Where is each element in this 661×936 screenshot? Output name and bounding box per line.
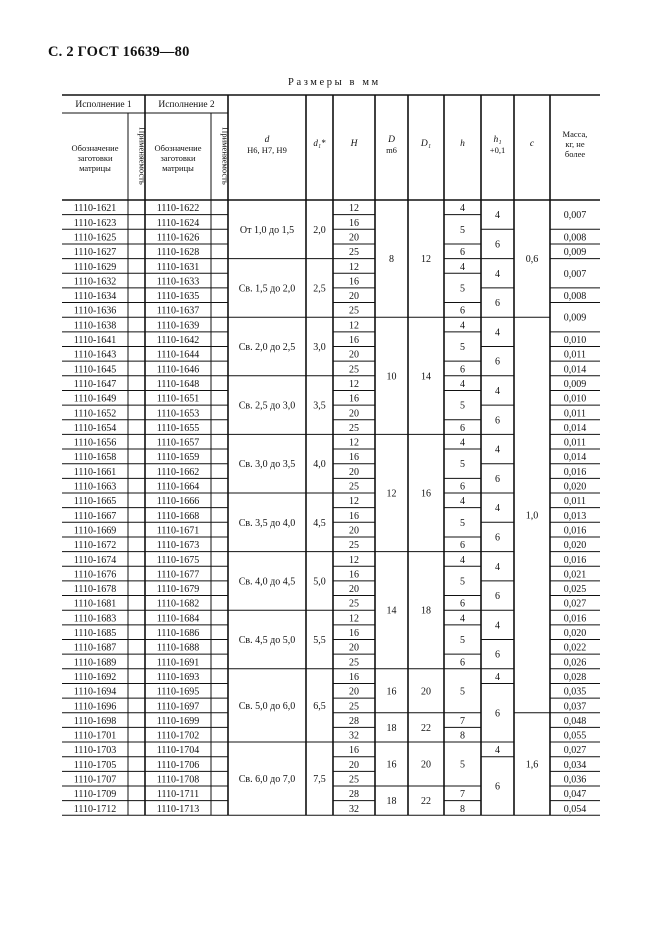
H-value: 12 (349, 203, 359, 215)
header-oboznachenie: Обозначение (154, 143, 202, 153)
h1-value: 4 (495, 745, 500, 757)
H-value: 16 (349, 745, 359, 757)
d-range-value: Св. 4,5 до 5,0 (238, 635, 296, 646)
h1-value: 4 (495, 210, 500, 222)
h-value: 5 (460, 576, 465, 588)
designation-ispolnenie-1: 1110-1712 (73, 803, 117, 815)
mass-value: 0,028 (563, 671, 587, 683)
designation-ispolnenie-2: 1110-1644 (156, 349, 200, 361)
h-value: 4 (460, 437, 465, 449)
designation-ispolnenie-2: 1110-1664 (156, 481, 200, 493)
H-value: 16 (349, 393, 359, 405)
header-primenyaemost: Применяемость (220, 127, 231, 185)
mass-value: 0,047 (563, 789, 587, 801)
header-d: d (264, 135, 270, 145)
designation-ispolnenie-2: 1110-1628 (156, 247, 200, 259)
designation-ispolnenie-2: 1110-1675 (156, 554, 200, 566)
h-value: 5 (460, 686, 465, 698)
header-h: h (460, 139, 465, 149)
h-value: 7 (460, 789, 465, 801)
d1-value: 2,5 (313, 283, 326, 295)
designation-ispolnenie-1: 1110-1698 (73, 715, 117, 727)
H-value: 16 (349, 671, 359, 683)
designation-ispolnenie-2: 1110-1697 (156, 701, 200, 713)
d-range-value: Св. 1,5 до 2,0 (238, 283, 296, 295)
designation-ispolnenie-1: 1110-1692 (73, 671, 117, 683)
h-value: 8 (460, 803, 465, 815)
designation-ispolnenie-1: 1110-1683 (73, 613, 117, 625)
H-value: 20 (349, 466, 359, 478)
h-value: 5 (460, 400, 465, 412)
designation-ispolnenie-2: 1110-1673 (156, 540, 200, 552)
designation-ispolnenie-2: 1110-1659 (156, 452, 200, 464)
H-value: 20 (349, 686, 359, 698)
designation-ispolnenie-2: 1110-1646 (156, 364, 200, 376)
designation-ispolnenie-2: 1110-1622 (156, 203, 200, 215)
D-value: 8 (389, 254, 394, 266)
H-value: 12 (349, 437, 359, 449)
header-mass: Масса, (562, 129, 588, 139)
mass-value: 0,054 (563, 803, 587, 815)
h1-value: 6 (495, 532, 500, 544)
designation-ispolnenie-2: 1110-1653 (156, 408, 200, 420)
header-D-tolerance: m6 (386, 145, 397, 155)
designation-ispolnenie-1: 1110-1685 (73, 628, 117, 639)
designation-ispolnenie-1: 1110-1661 (73, 466, 117, 478)
h1-value: 6 (495, 781, 500, 793)
designation-ispolnenie-2: 1110-1708 (156, 774, 200, 786)
header-oboznachenie: матрицы (162, 163, 194, 173)
H-value: 32 (349, 730, 359, 742)
D-value: 16 (386, 686, 397, 698)
D1-value: 16 (421, 488, 431, 500)
h-value: 4 (460, 613, 465, 625)
d1-value: 6,5 (313, 700, 326, 712)
d1-value: 7,5 (313, 774, 326, 786)
designation-ispolnenie-1: 1110-1705 (73, 759, 117, 771)
designation-ispolnenie-1: 1110-1703 (73, 745, 117, 757)
designation-ispolnenie-2: 1110-1702 (156, 730, 200, 742)
h-value: 6 (460, 657, 465, 669)
mass-value: 0,009 (563, 247, 587, 259)
mass-value: 0,048 (563, 715, 587, 727)
H-value: 20 (349, 642, 359, 654)
designation-ispolnenie-2: 1110-1662 (156, 466, 200, 478)
header-oboznachenie: заготовки (160, 153, 196, 163)
header-H: H (350, 139, 358, 149)
header-mass: более (564, 149, 586, 159)
H-value: 28 (349, 789, 359, 801)
designation-ispolnenie-1: 1110-1623 (73, 217, 117, 229)
d-range-value: Св. 6,0 до 7,0 (238, 774, 296, 786)
H-value: 12 (349, 378, 359, 390)
designation-ispolnenie-1: 1110-1665 (73, 496, 117, 508)
mass-value: 0,020 (563, 628, 587, 639)
h-value: 4 (460, 378, 465, 390)
D-value: 16 (386, 759, 397, 771)
H-value: 12 (349, 554, 359, 566)
h-value: 5 (460, 759, 465, 771)
h1-value: 4 (495, 671, 500, 683)
D1-value: 20 (421, 686, 431, 698)
mass-value: 0,013 (563, 510, 587, 522)
designation-ispolnenie-1: 1110-1667 (73, 510, 117, 522)
H-value: 25 (349, 364, 359, 376)
designation-ispolnenie-1: 1110-1652 (73, 408, 117, 420)
designation-ispolnenie-1: 1110-1641 (73, 335, 117, 346)
h-value: 6 (460, 305, 465, 317)
designation-ispolnenie-2: 1110-1633 (156, 276, 200, 288)
header-primenyaemost: Применяемость (137, 127, 148, 185)
h-value: 6 (460, 481, 465, 493)
H-value: 12 (349, 496, 359, 508)
designation-ispolnenie-1: 1110-1629 (73, 261, 117, 273)
designation-ispolnenie-2: 1110-1706 (156, 759, 200, 771)
designation-ispolnenie-2: 1110-1648 (156, 378, 200, 390)
h1-value: 4 (495, 385, 500, 397)
H-value: 25 (349, 701, 359, 713)
designation-ispolnenie-2: 1110-1635 (156, 291, 200, 303)
designation-ispolnenie-1: 1110-1707 (73, 774, 117, 786)
D-value: 10 (386, 371, 397, 383)
designation-ispolnenie-2: 1110-1666 (156, 496, 200, 508)
c-value: 1,0 (525, 510, 539, 522)
h1-value: 6 (495, 239, 500, 251)
mass-value: 0,035 (563, 686, 587, 698)
designation-ispolnenie-2: 1110-1671 (156, 525, 200, 537)
mass-value: 0,036 (563, 774, 587, 786)
h1-value: 6 (495, 649, 500, 661)
designation-ispolnenie-1: 1110-1636 (73, 305, 117, 317)
D-value: 12 (386, 488, 397, 500)
H-value: 16 (349, 276, 359, 288)
designation-ispolnenie-1: 1110-1663 (73, 481, 117, 493)
mass-value: 0,027 (563, 745, 587, 757)
h1-value: 6 (495, 298, 500, 310)
c-value: 1,6 (525, 759, 539, 771)
designation-ispolnenie-1: 1110-1696 (73, 701, 117, 713)
header-oboznachenie: заготовки (77, 153, 113, 163)
designation-ispolnenie-1: 1110-1701 (73, 730, 117, 742)
d1-value: 3,0 (313, 342, 326, 353)
designation-ispolnenie-1: 1110-1656 (73, 437, 117, 449)
designation-ispolnenie-2: 1110-1626 (156, 232, 200, 244)
D1-value: 22 (421, 722, 431, 734)
h1-value: 4 (495, 327, 500, 339)
header-mass: кг, не (565, 139, 585, 149)
d1-value: 2,0 (313, 224, 326, 236)
designation-ispolnenie-1: 1110-1621 (73, 203, 117, 215)
mass-value: 0,037 (563, 701, 587, 713)
d-range-value: От 1,0 до 1,5 (239, 224, 295, 236)
d-range-value: Св. 4,0 до 4,5 (238, 576, 296, 588)
h1-value: 6 (495, 708, 500, 720)
d1-value: 5,5 (313, 635, 326, 646)
units-caption-text: Размеры в мм (288, 77, 381, 88)
designation-ispolnenie-2: 1110-1684 (156, 613, 200, 625)
d1-value: 4,5 (313, 517, 326, 529)
H-value: 25 (349, 540, 359, 552)
mass-value: 0,011 (563, 349, 587, 361)
mass-value: 0,009 (563, 312, 587, 324)
mass-value: 0,008 (563, 232, 587, 244)
d-range-value: Св. 2,0 до 2,5 (238, 342, 296, 353)
designation-ispolnenie-1: 1110-1649 (73, 393, 117, 405)
header-ispolnenie-2: Исполнение 2 (158, 100, 215, 110)
h1-value: 4 (495, 620, 500, 632)
mass-value: 0,014 (563, 452, 587, 464)
mass-value: 0,009 (563, 378, 587, 390)
H-value: 12 (349, 320, 359, 332)
mass-value: 0,014 (563, 364, 587, 376)
d1-value: 3,5 (313, 400, 326, 412)
H-value: 12 (349, 261, 359, 273)
D-value: 14 (386, 605, 397, 617)
h1-value: 4 (495, 444, 500, 456)
designation-ispolnenie-2: 1110-1651 (156, 393, 200, 405)
h-value: 5 (460, 459, 465, 471)
mass-value: 0,011 (563, 408, 587, 420)
D-value: 18 (386, 796, 397, 808)
H-value: 25 (349, 422, 359, 434)
H-value: 16 (349, 569, 359, 581)
h-value: 5 (460, 635, 465, 646)
H-value: 20 (349, 408, 359, 420)
designation-ispolnenie-1: 1110-1672 (73, 540, 117, 552)
D-value: 18 (386, 722, 397, 734)
d-range-value: Св. 2,5 до 3,0 (238, 400, 296, 412)
page-title: С. 2 ГОСТ 16639—80 (48, 44, 190, 60)
H-value: 16 (349, 335, 359, 346)
designation-ispolnenie-1: 1110-1681 (73, 598, 117, 610)
h-value: 6 (460, 247, 465, 259)
mass-value: 0,016 (563, 613, 587, 625)
H-value: 25 (349, 598, 359, 610)
mass-value: 0,022 (563, 642, 587, 654)
designation-ispolnenie-2: 1110-1639 (156, 320, 200, 332)
H-value: 12 (349, 613, 359, 625)
mass-value: 0,010 (563, 335, 587, 346)
h-value: 6 (460, 598, 465, 610)
mass-value: 0,021 (563, 569, 587, 581)
designation-ispolnenie-1: 1110-1676 (73, 569, 117, 581)
h1-value: 4 (495, 503, 500, 515)
designation-ispolnenie-1: 1110-1678 (73, 584, 117, 596)
H-value: 32 (349, 803, 359, 815)
mass-value: 0,025 (563, 584, 587, 596)
mass-value: 0,011 (563, 437, 587, 449)
header-h1: h₁ (493, 135, 502, 145)
designation-ispolnenie-2: 1110-1657 (156, 437, 200, 449)
mass-value: 0,016 (563, 525, 587, 537)
H-value: 20 (349, 525, 359, 537)
header-oboznachenie: Обозначение (71, 143, 119, 153)
designation-ispolnenie-1: 1110-1627 (73, 247, 117, 259)
header-d-tolerance: Н6, Н7, Н9 (247, 145, 287, 155)
designation-ispolnenie-1: 1110-1687 (73, 642, 117, 654)
designation-ispolnenie-2: 1110-1699 (156, 715, 200, 727)
designation-ispolnenie-2: 1110-1631 (156, 261, 200, 273)
D1-value: 18 (421, 605, 431, 617)
header-h1-tolerance: +0,1 (489, 145, 506, 155)
H-value: 25 (349, 657, 359, 669)
designation-ispolnenie-2: 1110-1711 (156, 789, 200, 801)
h-value: 5 (460, 342, 465, 353)
H-value: 16 (349, 510, 359, 522)
h-value: 4 (460, 261, 465, 273)
mass-value: 0,016 (563, 466, 587, 478)
mass-value: 0,008 (563, 291, 587, 303)
d-range-value: Св. 3,5 до 4,0 (238, 517, 296, 529)
designation-ispolnenie-2: 1110-1679 (156, 584, 200, 596)
mass-value: 0,010 (563, 393, 587, 405)
designation-ispolnenie-1: 1110-1643 (73, 349, 117, 361)
designation-ispolnenie-1: 1110-1669 (73, 525, 117, 537)
designation-ispolnenie-1: 1110-1625 (73, 232, 117, 244)
h-value: 6 (460, 364, 465, 376)
h1-value: 4 (495, 561, 500, 573)
designation-ispolnenie-2: 1110-1695 (156, 686, 200, 698)
designation-ispolnenie-1: 1110-1632 (73, 276, 117, 288)
D1-value: 20 (421, 759, 431, 771)
designation-ispolnenie-1: 1110-1638 (73, 320, 117, 332)
H-value: 25 (349, 774, 359, 786)
header-d1: d₁* (313, 138, 326, 148)
H-value: 25 (349, 247, 359, 259)
header-D1: D₁ (420, 139, 432, 149)
designation-ispolnenie-2: 1110-1688 (156, 642, 200, 654)
H-value: 25 (349, 305, 359, 317)
designation-ispolnenie-1: 1110-1709 (73, 789, 117, 801)
H-value: 20 (349, 584, 359, 596)
c-value: 0,6 (525, 254, 539, 266)
designation-ispolnenie-1: 1110-1654 (73, 422, 117, 434)
designation-ispolnenie-2: 1110-1693 (156, 671, 200, 683)
h1-value: 6 (495, 415, 500, 427)
mass-value: 0,034 (563, 759, 587, 771)
h1-value: 6 (495, 591, 500, 603)
designation-ispolnenie-2: 1110-1691 (156, 657, 200, 669)
header-ispolnenie-1: Исполнение 1 (75, 100, 132, 110)
mass-value: 0,055 (563, 730, 587, 742)
H-value: 16 (349, 217, 359, 229)
designation-ispolnenie-1: 1110-1658 (73, 452, 117, 464)
designation-ispolnenie-2: 1110-1686 (156, 628, 200, 639)
H-value: 20 (349, 349, 359, 361)
h-value: 6 (460, 422, 465, 434)
h-value: 6 (460, 540, 465, 552)
h-value: 5 (460, 283, 465, 295)
d-range-value: Св. 3,0 до 3,5 (238, 459, 296, 471)
h-value: 4 (460, 496, 465, 508)
header-D: D (388, 135, 395, 145)
designation-ispolnenie-1: 1110-1645 (73, 364, 117, 376)
D1-value: 12 (421, 254, 431, 266)
D1-value: 22 (421, 796, 431, 808)
h-value: 5 (460, 224, 465, 236)
H-value: 28 (349, 715, 359, 727)
designation-ispolnenie-1: 1110-1634 (73, 291, 117, 303)
h-value: 4 (460, 320, 465, 332)
designation-ispolnenie-2: 1110-1704 (156, 745, 200, 757)
mass-value: 0,007 (563, 210, 587, 222)
H-value: 20 (349, 291, 359, 303)
mass-value: 0,026 (563, 657, 587, 669)
d1-value: 4,0 (313, 459, 326, 471)
h-value: 4 (460, 203, 465, 215)
mass-value: 0,014 (563, 422, 587, 434)
mass-value: 0,020 (563, 540, 587, 552)
h1-value: 6 (495, 356, 500, 368)
mass-value: 0,016 (563, 554, 587, 566)
designation-ispolnenie-2: 1110-1642 (156, 335, 200, 346)
h-value: 7 (460, 715, 465, 727)
designation-ispolnenie-1: 1110-1674 (73, 554, 117, 566)
designation-ispolnenie-2: 1110-1682 (156, 598, 200, 610)
header-c: c (529, 139, 535, 149)
mass-value: 0,027 (563, 598, 587, 610)
designation-ispolnenie-2: 1110-1655 (156, 422, 200, 434)
h1-value: 6 (495, 473, 500, 485)
designation-ispolnenie-2: 1110-1677 (156, 569, 200, 581)
H-value: 20 (349, 232, 359, 244)
H-value: 25 (349, 481, 359, 493)
h1-value: 4 (495, 268, 500, 280)
mass-value: 0,007 (563, 268, 587, 280)
h-value: 8 (460, 730, 465, 742)
header-oboznachenie: матрицы (79, 163, 111, 173)
designation-ispolnenie-1: 1110-1647 (73, 378, 117, 390)
designation-ispolnenie-2: 1110-1713 (156, 803, 200, 815)
mass-value: 0,011 (563, 496, 587, 508)
d1-value: 5,0 (313, 576, 326, 588)
d-range-value: Св. 5,0 до 6,0 (238, 700, 296, 712)
designation-ispolnenie-2: 1110-1668 (156, 510, 200, 522)
H-value: 16 (349, 452, 359, 464)
mass-value: 0,020 (563, 481, 587, 493)
designation-ispolnenie-1: 1110-1689 (73, 657, 117, 669)
h-value: 5 (460, 517, 465, 529)
H-value: 16 (349, 628, 359, 639)
D1-value: 14 (421, 371, 431, 383)
designation-ispolnenie-1: 1110-1694 (73, 686, 117, 698)
designation-ispolnenie-2: 1110-1637 (156, 305, 200, 317)
h-value: 4 (460, 554, 465, 566)
designation-ispolnenie-2: 1110-1624 (156, 217, 200, 229)
H-value: 20 (349, 759, 359, 771)
